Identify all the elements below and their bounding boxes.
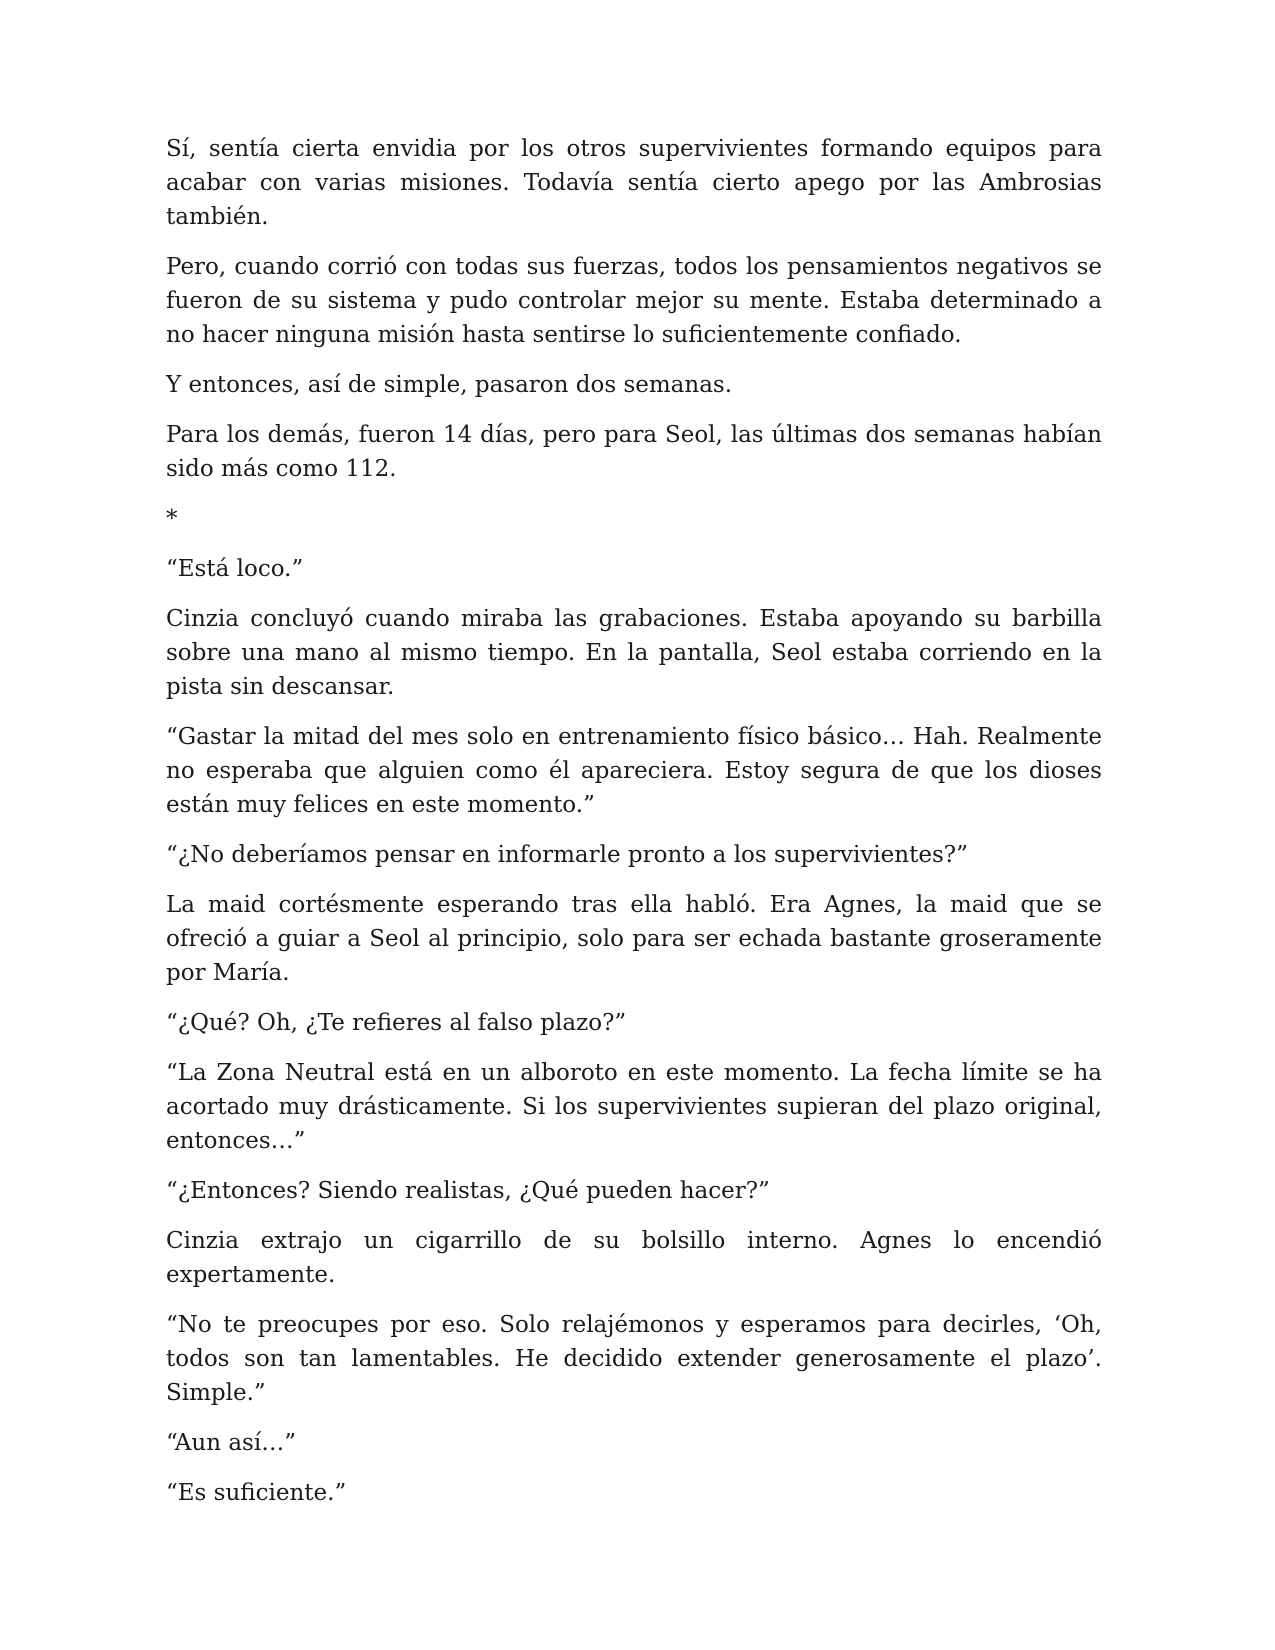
paragraph: Cinzia extrajo un cigarrillo de su bolsillo interno. Agnes lo encendió expertamente.: [166, 1228, 1102, 1288]
paragraph: Cinzia concluyó cuando miraba las grabaciones. Estaba apoyando su barbilla sobre una mano al mismo tiempo. En la pantalla, Seol estaba corriendo en la pista sin descansar.: [166, 606, 1102, 700]
paragraph: “¿Entonces? Siendo realistas, ¿Qué pueden hacer?”: [166, 1178, 770, 1204]
paragraph: Sí, sentía cierta envidia por los otros supervivientes formando equipos para acabar con varias misiones. Todavía sentía cierto apego por las Ambrosias también.: [166, 136, 1102, 230]
paragraph: Para los demás, fueron 14 días, pero para Seol, las últimas dos semanas habían sido más como 112.: [166, 422, 1102, 482]
document-page: [166, 132, 1102, 1526]
paragraph: Y entonces, así de simple, pasaron dos semanas.: [166, 372, 733, 398]
paragraph: “Está loco.”: [166, 556, 304, 582]
paragraph: “La Zona Neutral está en un alboroto en este momento. La fecha límite se ha acortado muy drásticamente. Si los supervivientes supieran del plazo original, entonces…”: [166, 1060, 1102, 1154]
paragraph: “Aun así…”: [166, 1430, 296, 1456]
paragraph: La maid cortésmente esperando tras ella habló. Era Agnes, la maid que se ofreció a guiar a Seol al principio, solo para ser echada bastante groseramente por María.: [166, 892, 1102, 986]
paragraph: “¿Qué? Oh, ¿Te refieres al falso plazo?”: [166, 1010, 627, 1036]
scene-separator: *: [166, 506, 178, 532]
paragraph: “Es suficiente.”: [166, 1480, 347, 1506]
paragraph: “Gastar la mitad del mes solo en entrenamiento físico básico… Hah. Realmente no esperaba que alguien como él apareciera. Estoy segura de que los dioses están muy felices en este momento.”: [166, 724, 1102, 818]
paragraph: Pero, cuando corrió con todas sus fuerzas, todos los pensamientos negativos se fueron de su sistema y pudo controlar mejor su mente. Estaba determinado a no hacer ninguna misión hasta sentirse lo suficientemente confiado.: [166, 254, 1102, 348]
paragraph: “No te preocupes por eso. Solo relajémonos y esperamos para decirles, ‘Oh, todos son tan lamentables. He decidido extender generosamente el plazo’. Simple.”: [166, 1312, 1102, 1406]
paragraph: “¿No deberíamos pensar en informarle pronto a los supervivientes?”: [166, 842, 968, 868]
